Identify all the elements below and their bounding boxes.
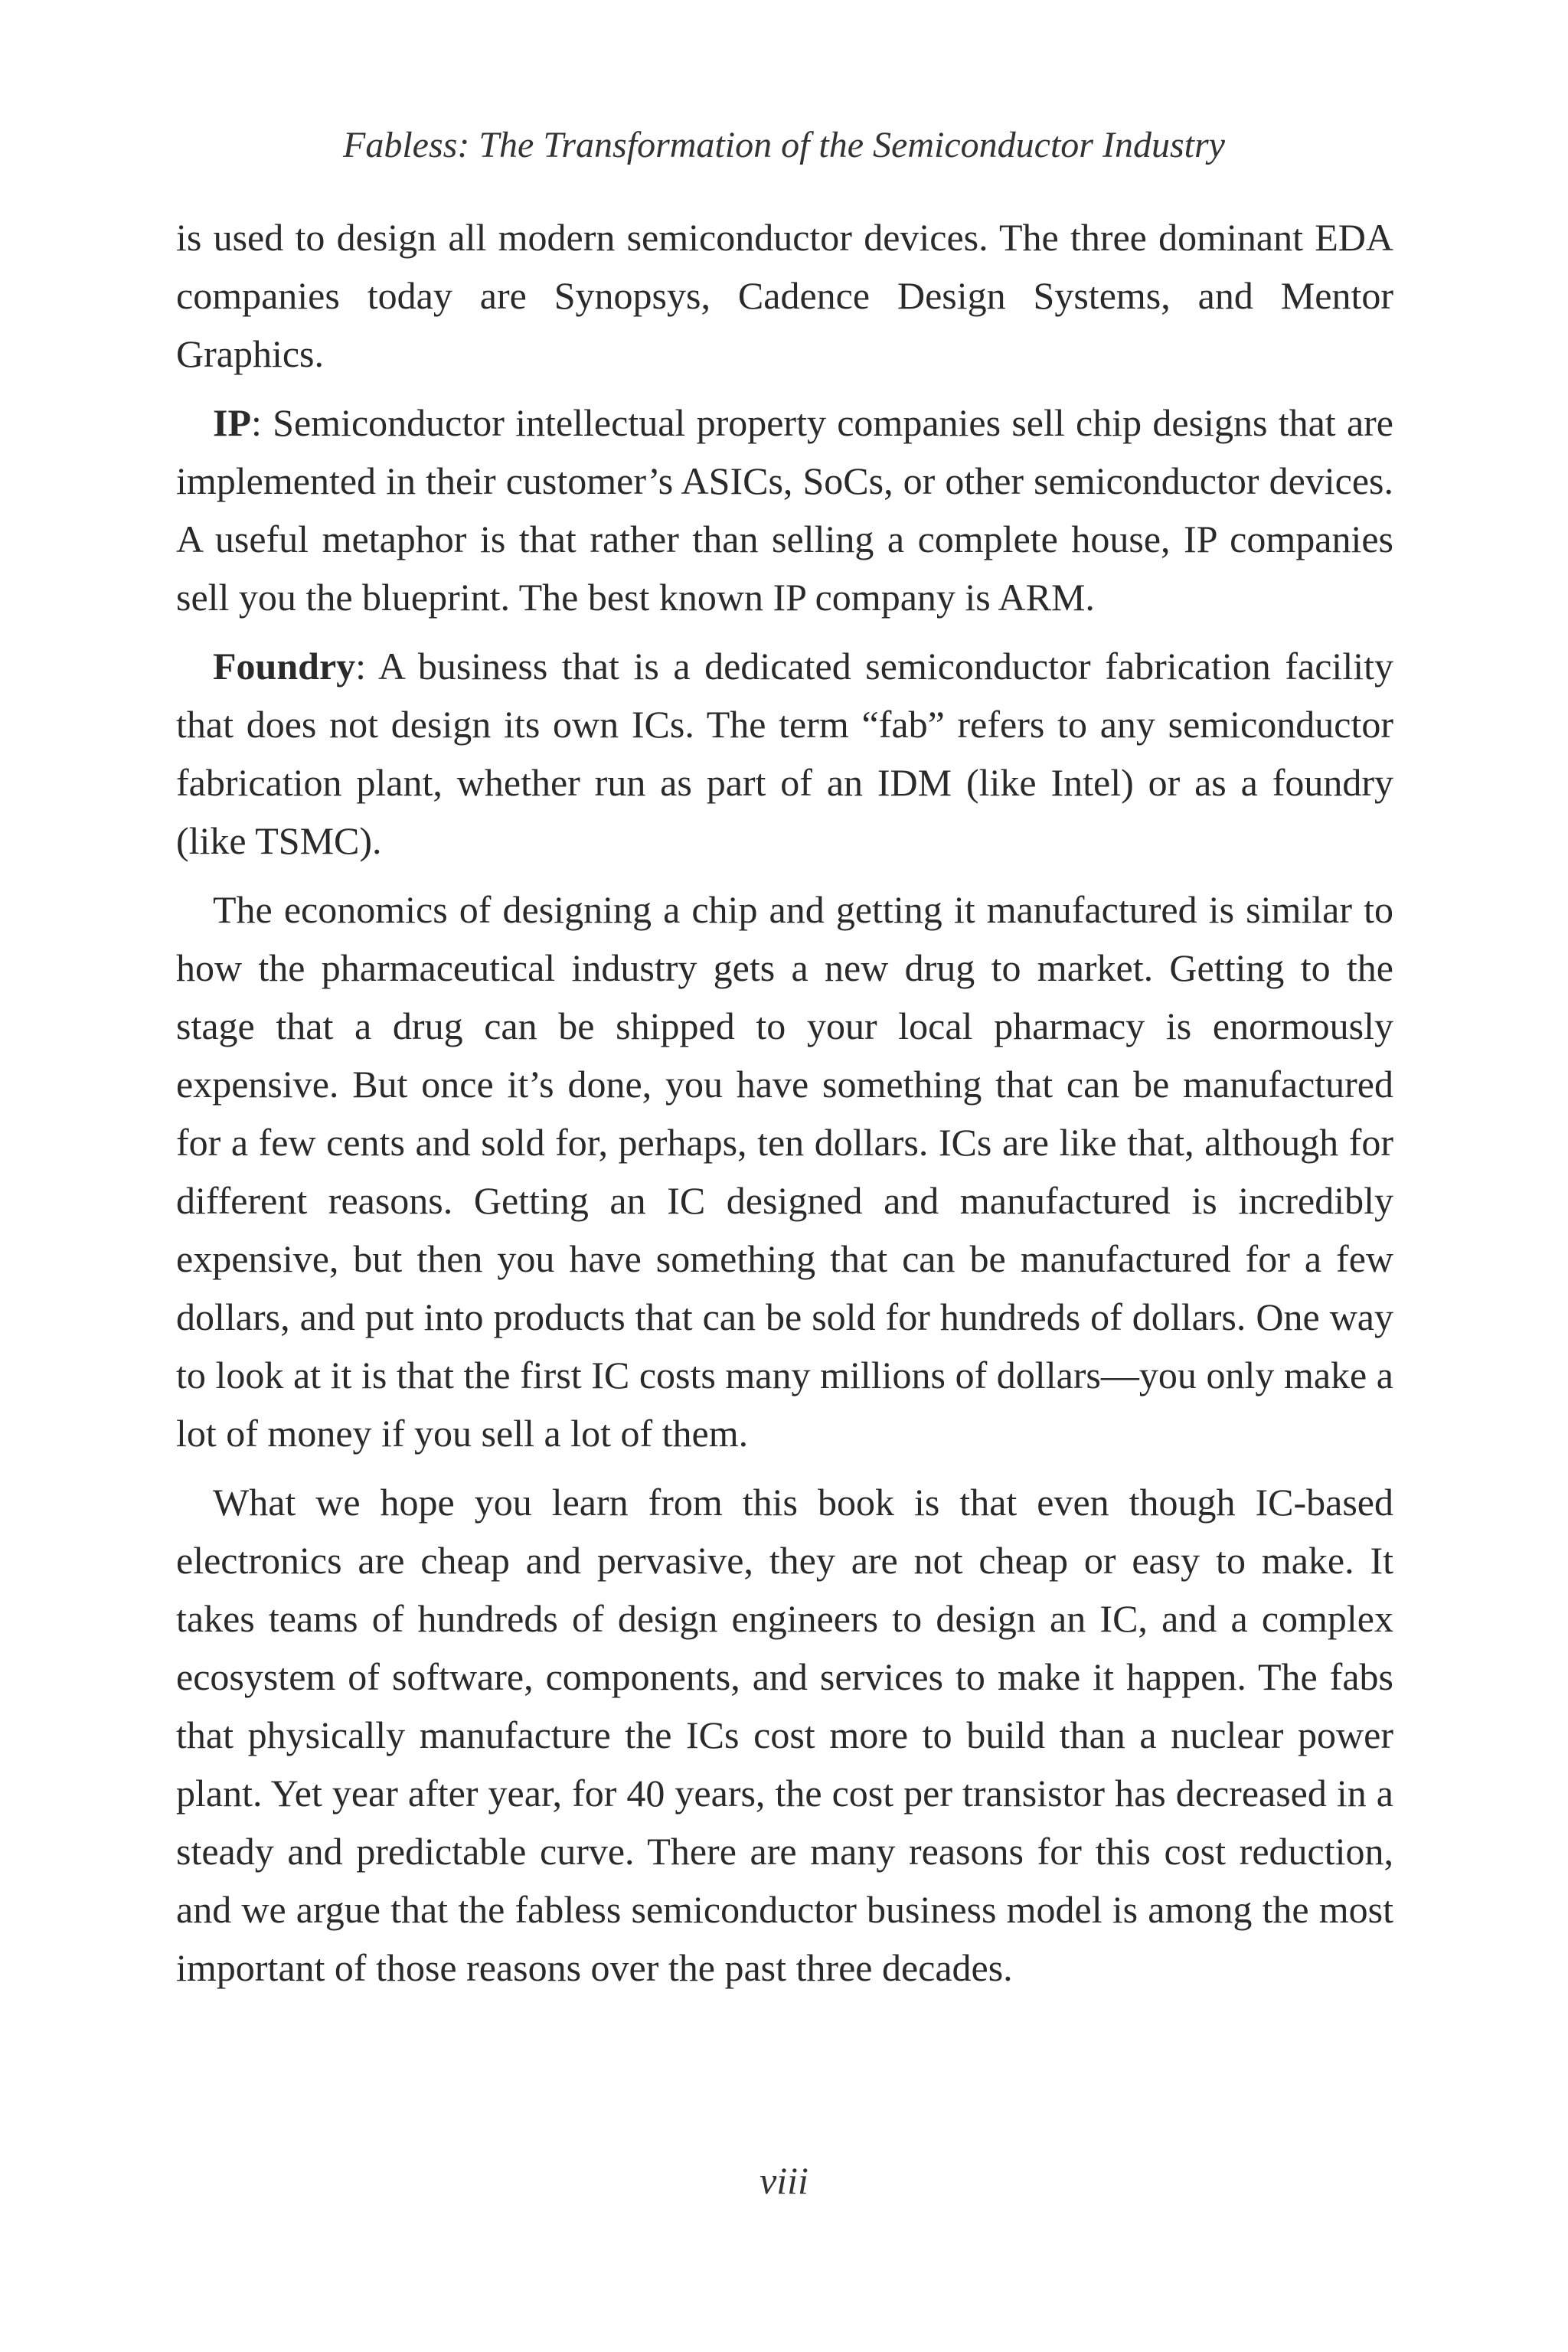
paragraph-ip-definition — [176, 394, 1393, 626]
paragraph-eda-continuation: is used to design all modern semiconductor devices. The three dominant EDA companies today are Synopsys, Cadence Design Systems, and Mentor Graphics. — [176, 216, 1393, 375]
paragraph-book-goal: What we hope you learn from this book is that even though IC-based electronics are cheap and pervasive, they are not cheap or easy to make. It takes teams of hundreds of design engineers to design an IC, and a complex ecosystem of software, components, and services to make it happen. The fabs that physically manufacture the ICs cost more to build than a nuclear power plant. Yet year after year, for 40 years, the cost per transistor has decreased in a steady and predictable curve. There are many reasons for this cost reduction, and we argue that the fabless semiconductor business model is among the most important of those reasons over the past three decades. — [176, 1481, 1393, 1989]
paragraph-economics: The economics of designing a chip and getting it manufactured is similar to how the pharmaceutical industry gets a new drug to market. Getting to the stage that a drug can be shipped to your local pharmacy is enormously expensive. But once it’s done, you have something that can be manufactured for a few cents and sold for, perhaps, ten dollars. ICs are like that, although for different reasons. Getting an IC designed and manufactured is incredibly expensive, but then you have something that can be manufactured for a few dollars, and put into products that can be sold for hundreds of dollars. One way to look at it is that the first IC costs many millions of dollars—you only make a lot of money if you sell a lot of them. — [176, 888, 1393, 1455]
term-foundry: Foundry — [213, 645, 356, 688]
page-number: viii — [760, 2159, 808, 2202]
body-text — [176, 208, 1393, 2007]
term-ip: IP — [213, 401, 251, 444]
paragraph-foundry-definition — [176, 637, 1393, 870]
running-head: Fabless: The Transformation of the Semiconductor Industry — [343, 125, 1225, 165]
definition-ip: : Semiconductor intellectual property companies sell chip designs that are implemented in their customer’s ASICs, SoCs, or other semiconductor devices. A useful metaphor is that rather than selling a complete house, IP companies sell you the blueprint. The best known IP company is ARM. — [176, 401, 1393, 619]
definition-foundry: : A business that is a dedicated semiconductor fabrication facility that does not design its own ICs. The term “fab” refers to any semiconductor fabrication plant, whether run as part of an IDM (like Intel) or as a foundry (like TSMC). — [176, 645, 1393, 862]
